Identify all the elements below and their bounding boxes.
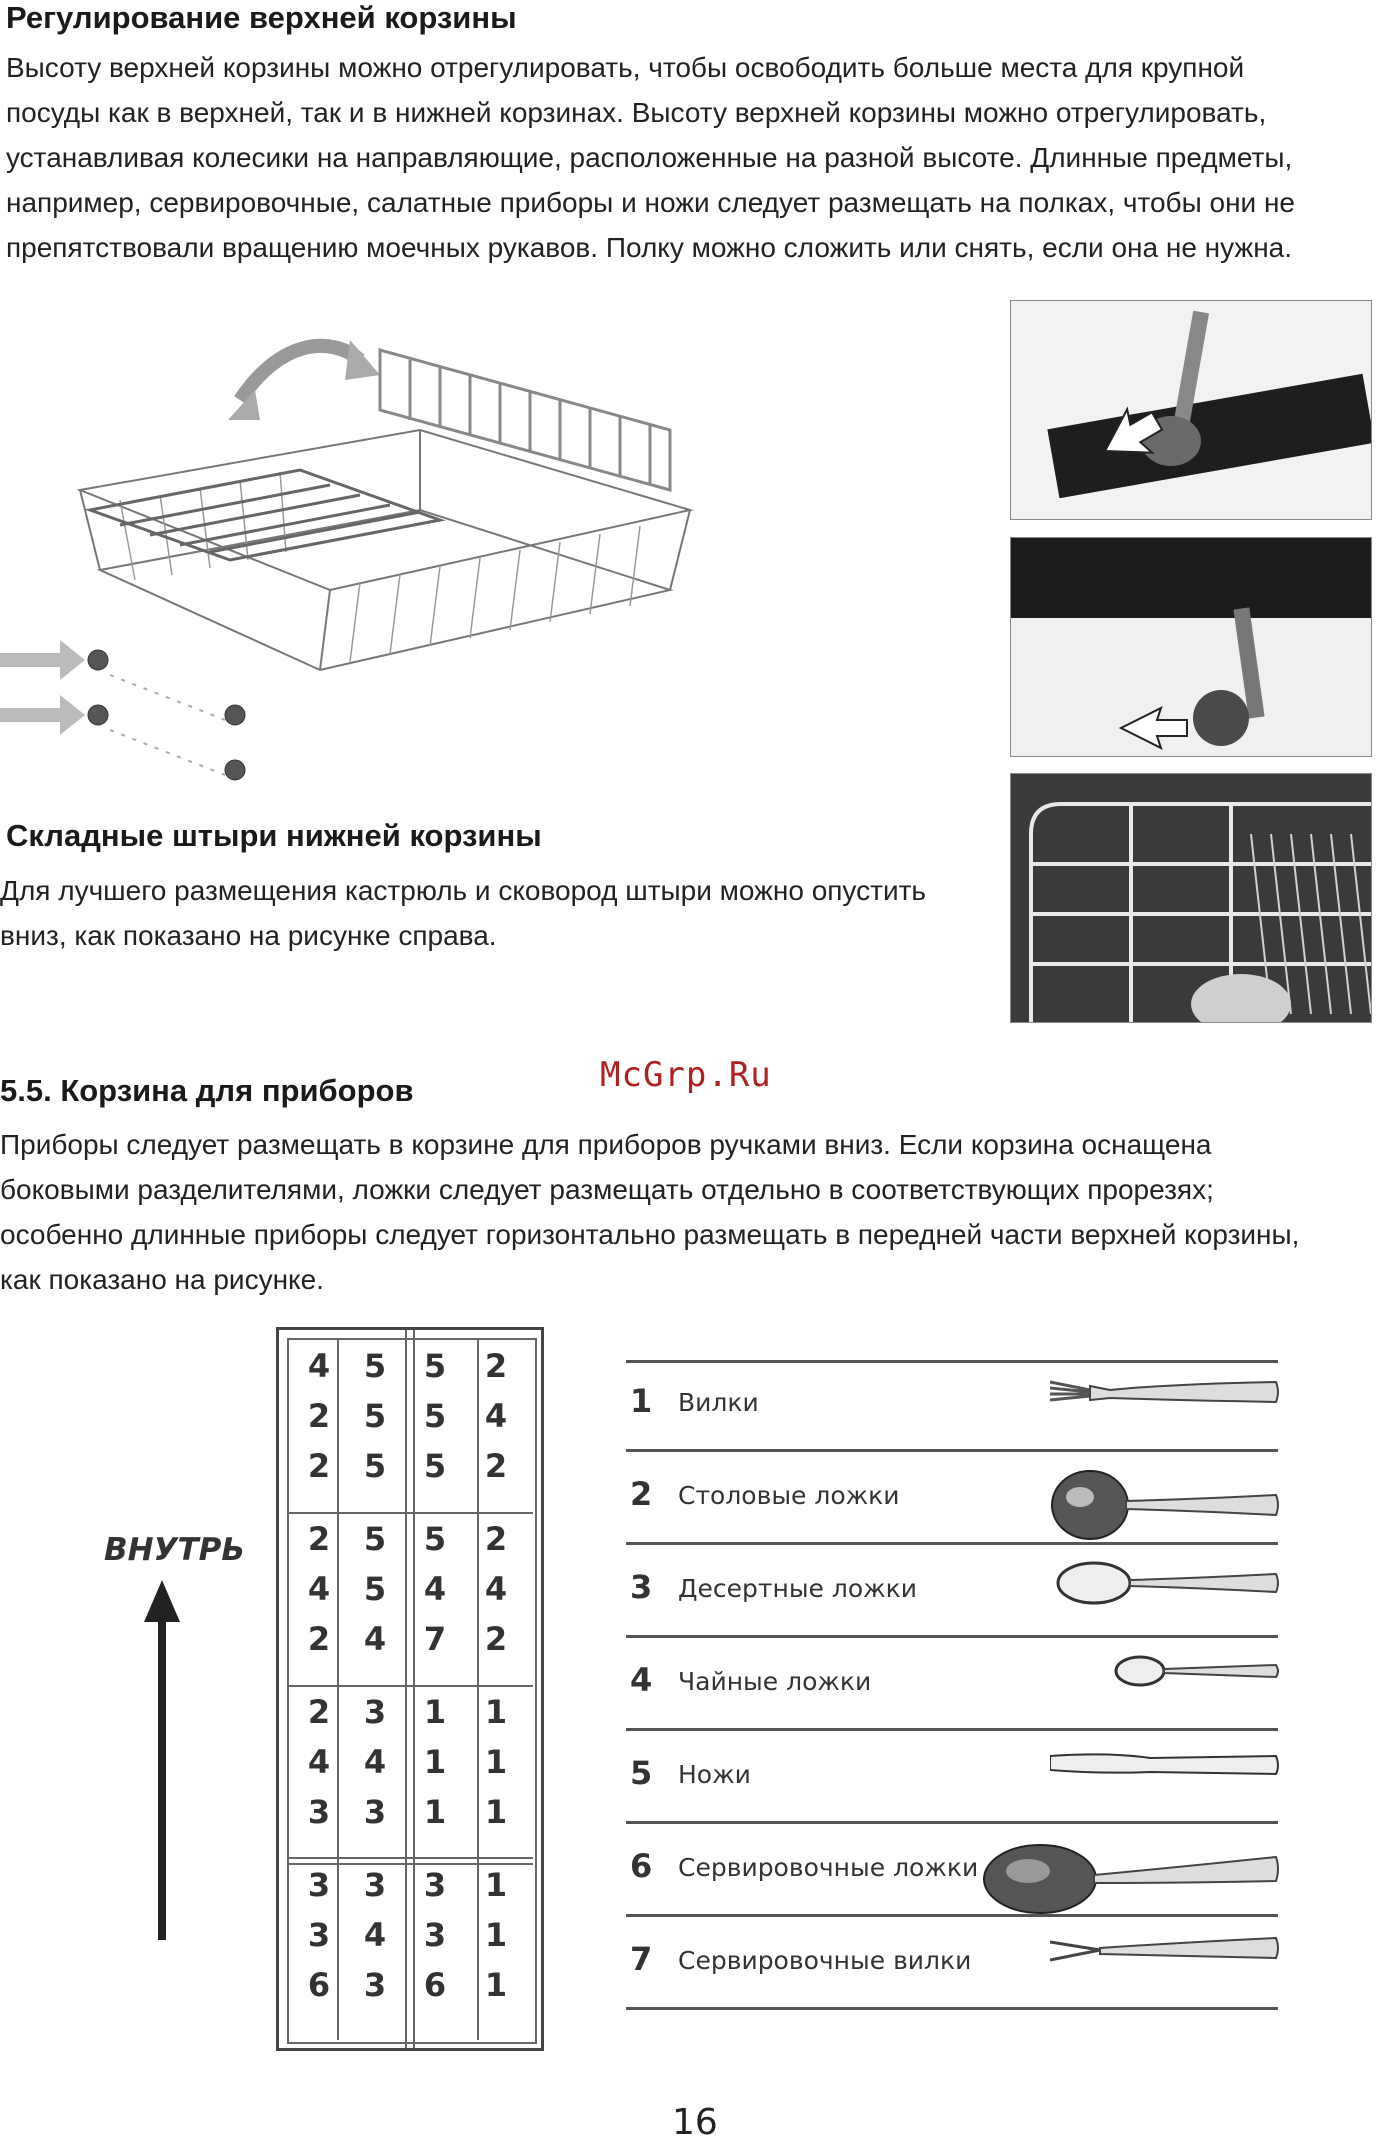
grid-cell: 4 <box>363 1620 387 1658</box>
legend-number: 2 <box>630 1475 653 1513</box>
section-title-folding-tines: Складные штыри нижней корзины <box>6 818 542 853</box>
dessert-spoon-icon <box>1050 1558 1280 1613</box>
grid-cell: 3 <box>363 1966 387 2004</box>
grid-cell: 4 <box>307 1347 331 1385</box>
legend-divider <box>626 1635 1278 1638</box>
cutlery-basket-paragraph <box>0 1122 1384 1302</box>
grid-cell: 5 <box>423 1447 447 1485</box>
inward-label: ВНУТРЬ <box>104 1532 245 1568</box>
serving-fork-icon <box>1050 1930 1280 1975</box>
grid-cell: 1 <box>484 1966 508 2004</box>
grid-cell: 2 <box>307 1693 331 1731</box>
legend-number: 5 <box>630 1754 653 1792</box>
legend-label: Чайные ложки <box>678 1667 872 1696</box>
section-title-cutlery-basket: 5.5. Корзина для приборов <box>0 1073 414 1108</box>
legend-label: Сервировочные вилки <box>678 1946 972 1975</box>
grid-cell: 3 <box>307 1916 331 1954</box>
grid-cell: 1 <box>423 1793 447 1831</box>
legend-number: 6 <box>630 1847 653 1885</box>
grid-cell: 2 <box>484 1347 508 1385</box>
grid-cell: 5 <box>363 1447 387 1485</box>
serving-spoon-icon <box>980 1837 1280 1922</box>
grid-cell: 3 <box>363 1793 387 1831</box>
legend-number: 7 <box>630 1940 653 1978</box>
legend-label: Сервировочные ложки <box>678 1853 979 1882</box>
grid-cell: 7 <box>423 1620 447 1658</box>
text-line: как показано на рисунке. <box>0 1264 324 1295</box>
photo-wheel-removal <box>1010 300 1372 520</box>
page-number: 16 <box>672 2102 718 2143</box>
photo-folding-tines <box>1010 773 1372 1023</box>
legend-number: 4 <box>630 1661 653 1699</box>
grid-cell: 6 <box>307 1966 331 2004</box>
grid-cell: 1 <box>484 1693 508 1731</box>
grid-cell: 5 <box>363 1570 387 1608</box>
knife-icon <box>1050 1744 1280 1789</box>
grid-cell: 3 <box>423 1916 447 1954</box>
legend-divider <box>626 1449 1278 1452</box>
legend-divider <box>626 1542 1278 1545</box>
legend-label: Десертные ложки <box>678 1574 918 1603</box>
grid-cell: 4 <box>484 1570 508 1608</box>
grid-cell: 5 <box>423 1520 447 1558</box>
legend-divider <box>626 1728 1278 1731</box>
teaspoon-icon <box>1050 1651 1280 1696</box>
grid-cell: 5 <box>423 1397 447 1435</box>
legend-divider <box>626 2007 1278 2010</box>
watermark: McGrp.Ru <box>600 1055 772 1095</box>
text-line: вниз, как показано на рисунке справа. <box>0 920 497 951</box>
text-line: Приборы следует размещать в корзине для приборов ручками вниз. Если корзина оснащена <box>0 1129 1212 1160</box>
legend-label: Вилки <box>678 1388 759 1417</box>
grid-cell: 5 <box>363 1347 387 1385</box>
photo-wheel-install <box>1010 537 1372 757</box>
grid-cell: 1 <box>423 1743 447 1781</box>
grid-cell: 1 <box>484 1866 508 1904</box>
fork-icon <box>1050 1372 1280 1417</box>
grid-cell: 2 <box>307 1397 331 1435</box>
grid-cell: 5 <box>363 1397 387 1435</box>
grid-cell: 2 <box>484 1447 508 1485</box>
grid-cell: 5 <box>423 1347 447 1385</box>
grid-cell: 4 <box>363 1743 387 1781</box>
grid-cell: 4 <box>423 1570 447 1608</box>
grid-cell: 5 <box>363 1520 387 1558</box>
grid-cell: 2 <box>307 1620 331 1658</box>
text-line: препятствовали вращению моечных рукавов. Полку можно сложить или снять, если она не нужна. <box>6 232 1293 263</box>
legend-label: Ножи <box>678 1760 751 1789</box>
grid-cell: 3 <box>307 1793 331 1831</box>
grid-cell: 3 <box>363 1866 387 1904</box>
text-line: Высоту верхней корзины можно отрегулировать, чтобы освободить больше места для крупной <box>6 52 1245 83</box>
legend-divider <box>626 1821 1278 1824</box>
grid-cell: 3 <box>307 1866 331 1904</box>
grid-cell: 2 <box>484 1520 508 1558</box>
grid-cell: 3 <box>363 1693 387 1731</box>
grid-cell: 4 <box>307 1743 331 1781</box>
section-title-upper-basket: Регулирование верхней корзины <box>6 0 517 35</box>
upper-basket-illustration <box>0 320 700 800</box>
text-line: особенно длинные приборы следует горизонтально размещать в передней части верхней корзины, <box>0 1219 1300 1250</box>
legend-number: 3 <box>630 1568 653 1606</box>
upper-basket-paragraph <box>6 45 1384 270</box>
text-line: боковыми разделителями, ложки следует размещать отдельно в соответствующих прорезях; <box>0 1174 1214 1205</box>
text-line: посуды как в верхней, так и в нижней корзинах. Высоту верхней корзины можно отрегулировать, <box>6 97 1267 128</box>
tablespoon-icon <box>1050 1465 1280 1550</box>
grid-cell: 3 <box>423 1866 447 1904</box>
grid-cell: 4 <box>484 1397 508 1435</box>
legend-label: Столовые ложки <box>678 1481 900 1510</box>
arrow-icon <box>0 640 85 735</box>
grid-cell: 2 <box>307 1520 331 1558</box>
text-line: например, сервировочные, салатные приборы и ножи следует размещать на полках, чтобы они не <box>6 187 1295 218</box>
grid-cell: 1 <box>423 1693 447 1731</box>
grid-cell: 2 <box>307 1447 331 1485</box>
arrow-up-icon <box>142 1580 182 1940</box>
grid-cell: 1 <box>484 1916 508 1954</box>
text-line: Для лучшего размещения кастрюль и сковород штыри можно опустить <box>0 875 926 906</box>
legend-divider <box>626 1914 1278 1917</box>
grid-cell: 4 <box>363 1916 387 1954</box>
folding-tines-paragraph <box>0 868 990 958</box>
grid-cell: 2 <box>484 1620 508 1658</box>
grid-cell: 6 <box>423 1966 447 2004</box>
legend-number: 1 <box>630 1382 653 1420</box>
grid-cell: 1 <box>484 1743 508 1781</box>
grid-cell: 1 <box>484 1793 508 1831</box>
text-line: устанавливая колесики на направляющие, расположенные на разной высоте. Длинные предметы, <box>6 142 1293 173</box>
legend-divider <box>626 1360 1278 1363</box>
grid-cell: 4 <box>307 1570 331 1608</box>
